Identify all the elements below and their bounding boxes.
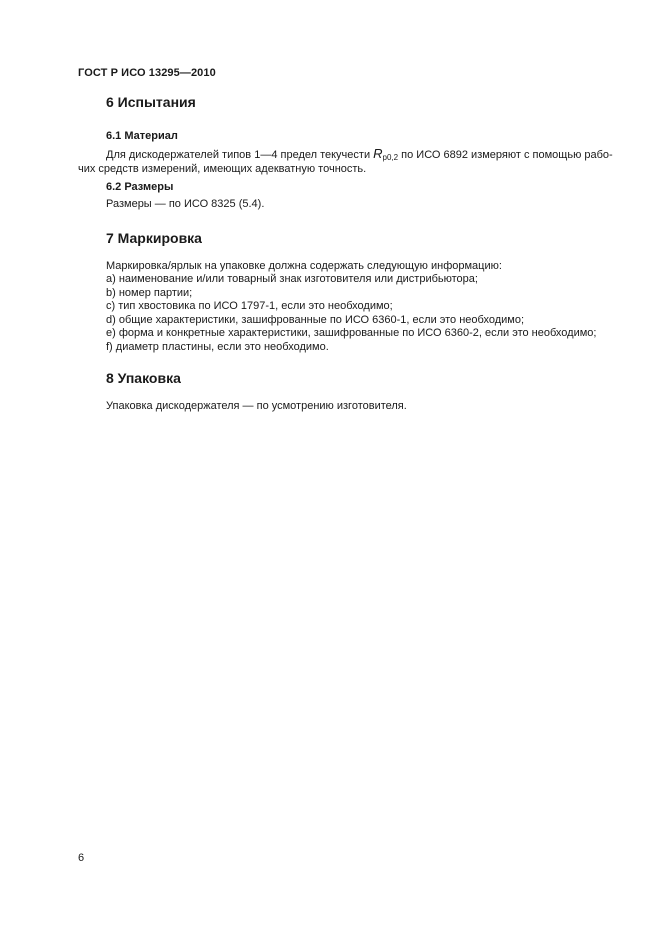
marking-list (78, 273, 618, 354)
list-item: d) общие характеристики, зашифрованные по ИСО 6360-1, если это необходимо; (106, 313, 525, 326)
section-6-2-title: 6.2 Размеры (106, 181, 174, 193)
list-item: e) форма и конкретные характеристики, зашифрованные по ИСО 6360-2, если это необходимо; (106, 327, 597, 339)
list-item: a) наименование и/или товарный знак изготовителя или дистрибьютора; (106, 273, 478, 285)
section-7-intro: Маркировка/ярлык на упаковке должна содержать следующую информацию: (106, 260, 502, 272)
section-6-1-title: 6.1 Материал (106, 130, 178, 142)
section-6-1-text-line2: чих средств измерений, имеющих адекватную точность. (78, 163, 367, 175)
list-item: b) номер партии; (106, 286, 193, 299)
section-8-title: 8 Упаковка (106, 370, 181, 386)
document-header: ГОСТ Р ИСО 13295—2010 (78, 67, 216, 79)
section-8-text: Упаковка дискодержателя — по усмотрению изготовителя. (106, 400, 407, 412)
document-body (78, 94, 618, 413)
yield-strength-subscript: p0,2 (382, 153, 399, 162)
list-item: c) тип хвостовика по ИСО 1797-1, если это необходимо; (106, 300, 393, 312)
list-item: f) диаметр пластины, если это необходимо. (106, 340, 329, 353)
section-6-title: 6 Испытания (106, 94, 196, 110)
section-6-1-text: Для дискодержателей типов 1—4 предел текучести $R_{p0,2}$ по ИСО 6892 измеряют с помощью рабо- (106, 146, 613, 162)
yield-strength-symbol: R (373, 146, 383, 161)
page-number: 6 (78, 852, 85, 864)
section-6-2-text: Размеры — по ИСО 8325 (5.4). (106, 198, 265, 210)
section-7-title: 7 Маркировка (106, 230, 202, 246)
